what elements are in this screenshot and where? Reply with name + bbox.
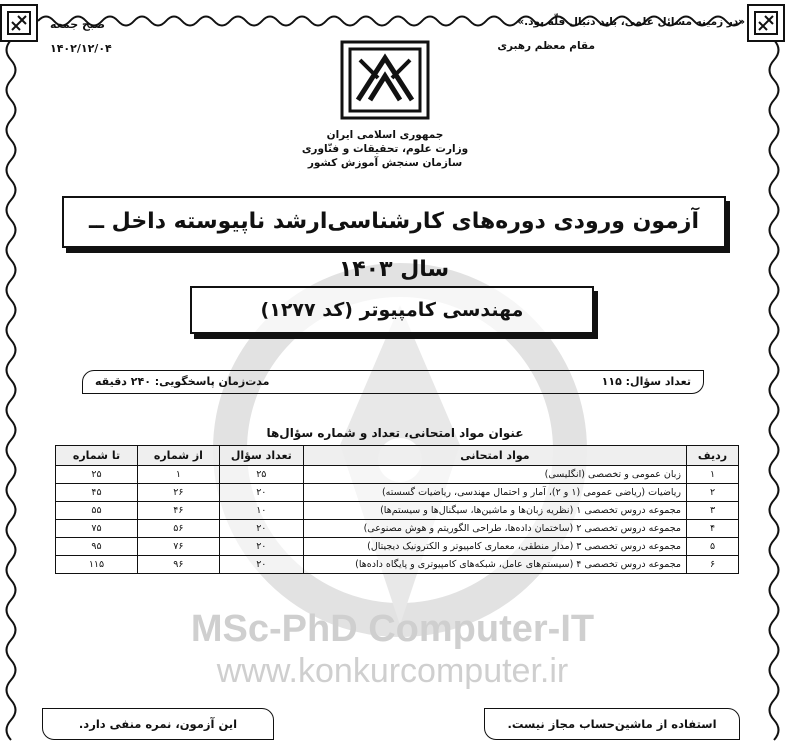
cell-to-number: ۵۵	[56, 502, 138, 520]
cell-to-number: ۴۵	[56, 484, 138, 502]
cell-from-number: ۵۶	[137, 520, 219, 538]
table-row	[56, 556, 739, 574]
cell-subject: مجموعه دروس تخصصی ۱ (نظریه زبان‌ها و ماشین‌ها، سیگنال‌ها و سیستم‌ها)	[303, 502, 686, 520]
exam-date: ۱۴۰۲/۱۲/۰۴	[50, 42, 112, 55]
corner-emblem-right	[747, 4, 785, 42]
cell-to-number: ۹۵	[56, 538, 138, 556]
leader-quote: «در زمینه مسائل علمی، باید دنبال قلّه بود.»	[517, 16, 745, 28]
cell-from-number: ۲۶	[137, 484, 219, 502]
org-line-agency: سازمان سنجش آموزش کشور	[307, 157, 463, 169]
header-row-number: ردیف	[687, 446, 739, 466]
header-from-number: از شماره	[137, 446, 219, 466]
calculator-note: استفاده از ماشین‌حساب مجاز نیست.	[484, 708, 740, 740]
cell-subject: مجموعه دروس تخصصی ۴ (سیستم‌های عامل، شبکه‌های کامپیوتری و پایگاه داده‌ها)	[303, 556, 686, 574]
cell-subject: زبان عمومی و تخصصی (انگلیسی)	[303, 466, 686, 484]
cell-from-number: ۱	[137, 466, 219, 484]
cell-from-number: ۷۶	[137, 538, 219, 556]
exam-title: آزمون ورودی دوره‌های کارشناسی‌ارشد ناپیوسته داخل ــ سال ۱۴۰۳	[62, 196, 726, 248]
header-question-count: تعداد سؤال	[219, 446, 303, 466]
table-row	[56, 466, 739, 484]
header-to-number: تا شماره	[56, 446, 138, 466]
subjects-table	[55, 445, 739, 574]
cell-subject: ریاضیات (ریاضی عمومی (۱ و ۲)، آمار و احتمال مهندسی، ریاضیات گسسته)	[303, 484, 686, 502]
cell-question-count: ۱۰	[219, 502, 303, 520]
exam-session-day: صبح جمعه	[50, 18, 106, 31]
exam-duration: مدت‌زمان پاسخگویی: ۲۴۰ دقیقه	[95, 375, 270, 388]
table-row	[56, 502, 739, 520]
org-line-country: جمهوری اسلامی ایران	[326, 129, 444, 141]
exam-subject: مهندسی کامپیوتر (کد ۱۲۷۷)	[190, 286, 594, 334]
cell-row-number: ۱	[687, 466, 739, 484]
exam-info-bar	[82, 370, 704, 394]
cell-from-number: ۹۶	[137, 556, 219, 574]
organization-logo	[340, 40, 430, 120]
cell-question-count: ۲۵	[219, 466, 303, 484]
question-count: تعداد سؤال: ۱۱۵	[601, 375, 691, 388]
table-row	[56, 538, 739, 556]
table-title: عنوان مواد امتحانی، تعداد و شماره سؤال‌ها	[266, 426, 524, 440]
watermark-text-primary: MSc-PhD Computer-IT	[190, 608, 595, 650]
negative-marking-note: این آزمون، نمره منفی دارد.	[42, 708, 274, 740]
table-row	[56, 520, 739, 538]
organization-block	[290, 128, 480, 170]
cell-to-number: ۱۱۵	[56, 556, 138, 574]
cell-row-number: ۵	[687, 538, 739, 556]
watermark-text-url: www.konkurcomputer.ir	[216, 652, 569, 690]
cell-subject: مجموعه دروس تخصصی ۲ (ساختمان داده‌ها، طراحی الگوریتم و هوش مصنوعی)	[303, 520, 686, 538]
header-subject: مواد امتحانی	[303, 446, 686, 466]
table-row	[56, 484, 739, 502]
cell-to-number: ۲۵	[56, 466, 138, 484]
org-line-ministry: وزارت علوم، تحقیقات و فنّاوری	[301, 143, 469, 155]
cell-subject: مجموعه دروس تخصصی ۳ (مدار منطقی، معماری کامپیوتر و الکترونیک دیجیتال)	[303, 538, 686, 556]
cell-from-number: ۴۶	[137, 502, 219, 520]
cell-question-count: ۲۰	[219, 484, 303, 502]
table-header-row	[56, 446, 739, 466]
cell-question-count: ۲۰	[219, 520, 303, 538]
cell-question-count: ۲۰	[219, 538, 303, 556]
cell-row-number: ۴	[687, 520, 739, 538]
cell-row-number: ۳	[687, 502, 739, 520]
cell-question-count: ۲۰	[219, 556, 303, 574]
quote-author: مقام معظم رهبری	[497, 40, 595, 52]
cell-to-number: ۷۵	[56, 520, 138, 538]
corner-emblem-left	[0, 4, 38, 42]
cell-row-number: ۲	[687, 484, 739, 502]
cell-row-number: ۶	[687, 556, 739, 574]
